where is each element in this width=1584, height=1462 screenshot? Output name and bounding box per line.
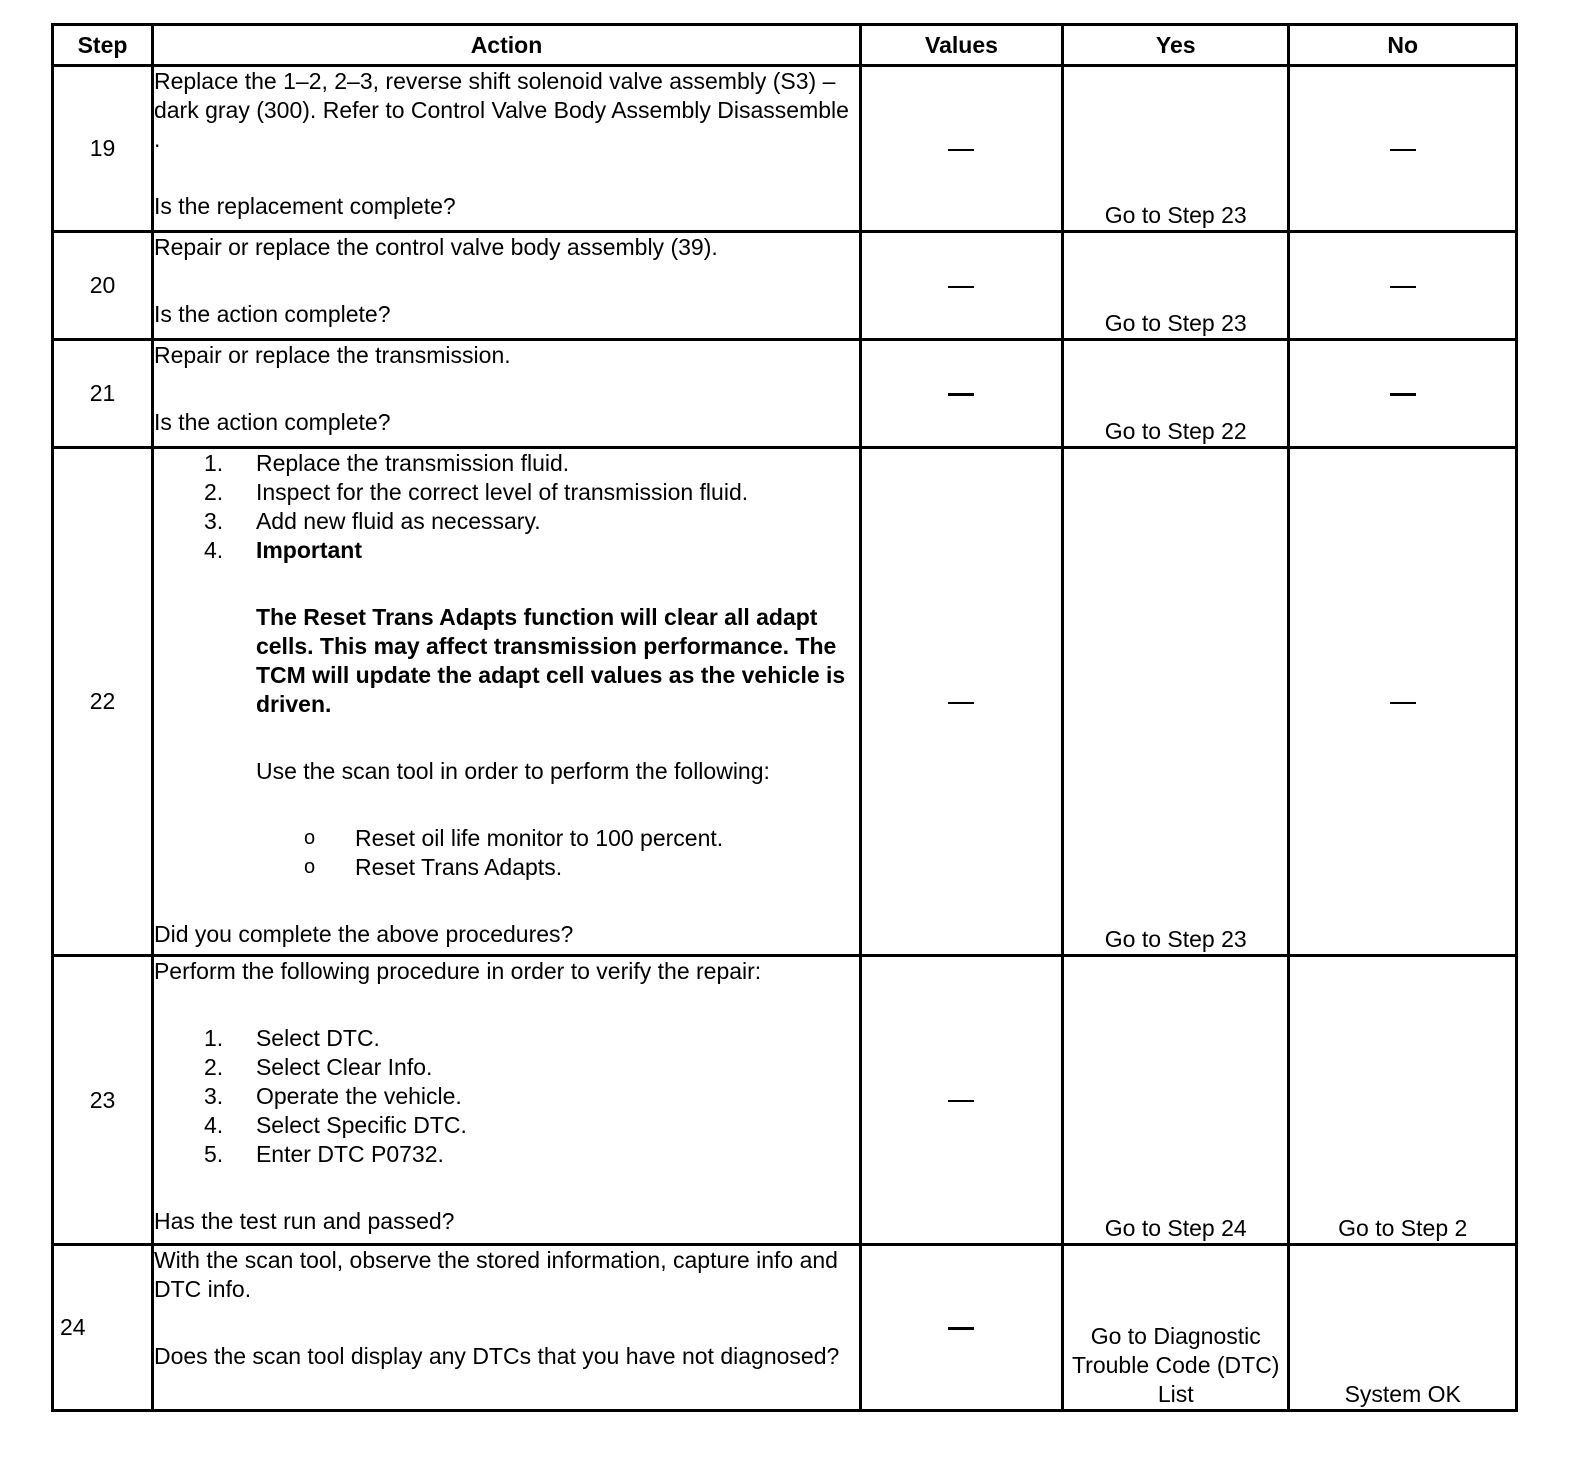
diagnostic-table xyxy=(51,23,1518,1412)
list-item: 1. Replace the transmission fluid. xyxy=(203,450,570,476)
list-item: 3. Operate the vehicle. xyxy=(203,1083,462,1109)
header-no: No xyxy=(1289,25,1517,66)
scan-intro: Use the scan tool in order to perform the following: xyxy=(255,758,770,784)
step-number: 23 xyxy=(53,956,153,1245)
values-cell xyxy=(860,66,1062,232)
values-cell xyxy=(860,340,1062,448)
no-cell xyxy=(1289,448,1517,956)
action-text: Repair or replace the control valve body assembly (39). xyxy=(153,234,718,260)
table-row-step-23 xyxy=(53,956,1517,1245)
list-item: 3. Add new fluid as necessary. xyxy=(203,508,541,534)
action-cell xyxy=(152,340,860,448)
values-cell xyxy=(860,448,1062,956)
table-row-step-24 xyxy=(53,1245,1517,1411)
yes-link[interactable]: Go to Step 23 xyxy=(1062,66,1288,232)
list-item: 4. Select Specific DTC. xyxy=(203,1112,467,1138)
list-item: 1. Select DTC. xyxy=(203,1025,380,1051)
no-cell xyxy=(1289,340,1517,448)
em-dash xyxy=(948,702,974,704)
table-row-step-22 xyxy=(53,448,1517,956)
action-text: Repair or replace the transmission. xyxy=(153,342,511,368)
values-cell xyxy=(860,232,1062,340)
yes-link[interactable]: Go to Step 23 xyxy=(1062,448,1288,956)
action-cell xyxy=(152,956,860,1245)
step-number: 19 xyxy=(53,66,153,232)
action-question: Has the test run and passed? xyxy=(153,1208,455,1234)
em-dash xyxy=(948,149,974,151)
list-item: 5. Enter DTC P0732. xyxy=(203,1141,444,1167)
action-text: With the scan tool, observe the stored information, capture info and DTC info. xyxy=(153,1247,838,1302)
em-dash xyxy=(948,1100,974,1102)
values-cell xyxy=(860,1245,1062,1411)
action-question: Is the action complete? xyxy=(153,301,391,327)
table-row-step-20 xyxy=(53,232,1517,340)
list-item: o Reset oil life monitor to 100 percent. xyxy=(303,825,724,851)
bullet-icon: o xyxy=(303,856,316,878)
yes-link[interactable]: Go to Step 24 xyxy=(1062,956,1288,1245)
action-cell xyxy=(152,448,860,956)
no-cell xyxy=(1289,232,1517,340)
em-dash xyxy=(948,1327,974,1330)
action-cell xyxy=(152,66,860,232)
step-number: 24 xyxy=(53,1245,153,1411)
action-text: Perform the following procedure in order to verify the repair: xyxy=(153,958,762,984)
action-question: Did you complete the above procedures? xyxy=(153,921,574,947)
action-question: Is the action complete? xyxy=(153,409,391,435)
no-link[interactable]: Go to Step 2 xyxy=(1289,956,1517,1245)
header-values: Values xyxy=(860,25,1062,66)
em-dash xyxy=(1390,393,1416,396)
list-item: 2. Select Clear Info. xyxy=(203,1054,433,1080)
action-question: Does the scan tool display any DTCs that you have not diagnosed? xyxy=(153,1343,840,1369)
yes-link[interactable]: Go to Diagnostic Trouble Code (DTC) List xyxy=(1062,1245,1288,1411)
action-text: Replace the 1–2, 2–3, reverse shift solenoid valve assembly (S3) – dark gray (300). Refer to Control Valve Body Assembly Disassemble . xyxy=(153,68,849,152)
action-cell xyxy=(152,232,860,340)
header-step: Step xyxy=(53,25,153,66)
action-question: Is the replacement complete? xyxy=(153,193,456,219)
header-action: Action xyxy=(152,25,860,66)
em-dash xyxy=(948,393,974,396)
scan-bullet-list xyxy=(154,824,859,882)
em-dash xyxy=(948,286,974,288)
procedure-list xyxy=(154,1024,859,1169)
list-item: 2. Inspect for the correct level of transmission fluid. xyxy=(203,479,749,505)
header-row xyxy=(53,25,1517,66)
list-item: 4. Important xyxy=(203,537,363,563)
header-yes: Yes xyxy=(1062,25,1288,66)
step-number: 21 xyxy=(53,340,153,448)
yes-link[interactable]: Go to Step 23 xyxy=(1062,232,1288,340)
em-dash xyxy=(1390,286,1416,288)
list-item: o Reset Trans Adapts. xyxy=(303,854,563,880)
em-dash xyxy=(1390,702,1416,704)
step-number: 20 xyxy=(53,232,153,340)
values-cell xyxy=(860,956,1062,1245)
no-cell xyxy=(1289,66,1517,232)
yes-link[interactable]: Go to Step 22 xyxy=(1062,340,1288,448)
procedure-list xyxy=(154,449,859,565)
table-row-step-21 xyxy=(53,340,1517,448)
bullet-icon: o xyxy=(303,827,316,849)
no-result: System OK xyxy=(1289,1245,1517,1411)
em-dash xyxy=(1390,149,1416,151)
important-label: Important xyxy=(255,537,363,563)
step-number: 22 xyxy=(53,448,153,956)
table-row-step-19 xyxy=(53,66,1517,232)
action-cell xyxy=(152,1245,860,1411)
important-note: The Reset Trans Adapts function will clear all adapt cells. This may affect transmission performance. The TCM will update the adapt cell values as the vehicle is driven. xyxy=(255,604,846,717)
